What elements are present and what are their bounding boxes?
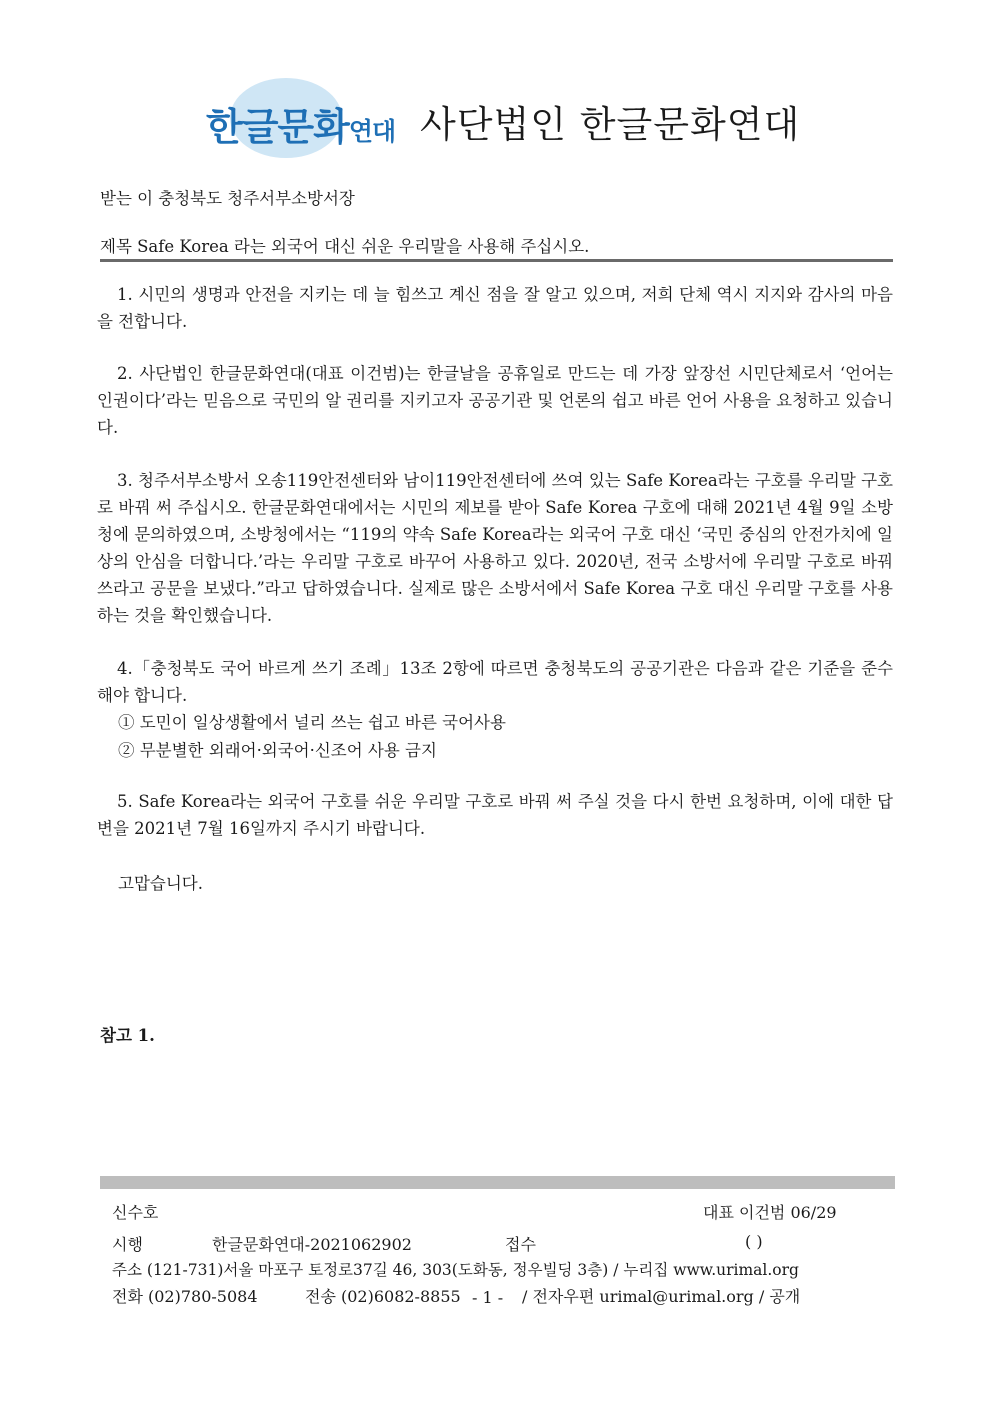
phone-number: 전화 (02)780-5084 — [112, 1287, 258, 1306]
representative-signoff: 대표 이건범 06/29 — [703, 1203, 837, 1222]
logo-text — [206, 96, 395, 151]
list-item-2: ② 무분별한 외래어·외국어·신조어 사용 금지 — [118, 741, 437, 760]
organization-title: 사단법인 한글문화연대 — [420, 103, 801, 146]
logo-text-sub: 연대 — [348, 117, 396, 146]
paragraph-5: 5. Safe Korea라는 외국어 구호를 쉬운 우리말 구호로 바꿔 써 주실 것을 다시 한번 요청하며, 이에 대한 답변을 2021년 7월 16일까지 주시기 바랍니다. — [97, 792, 893, 838]
issue-number: 한글문화연대-2021062902 — [212, 1235, 412, 1254]
sender-name: 신수호 — [112, 1203, 159, 1222]
subject-line: 제목 Safe Korea 라는 외국어 대신 쉬운 우리말을 사용해 주십시오. — [100, 237, 590, 256]
email-line: / 전자우편 urimal@urimal.org / 공개 — [522, 1287, 801, 1306]
address-line: 주소 (121-731)서울 마포구 토정로37길 46, 303(도화동, 정우빌딩 3층) / 누리집 www.urimal.org — [112, 1261, 799, 1279]
paragraph-1: 1. 시민의 생명과 안전을 지키는 데 늘 힘쓰고 계신 점을 잘 알고 있으며, 저희 단체 역시 지지와 감사의 마음을 전합니다. — [97, 285, 893, 331]
logo-text-main: 한글문화 — [206, 105, 349, 149]
receive-field: ( ) — [745, 1232, 763, 1251]
header-divider — [100, 259, 893, 262]
reference-label: 참고 1. — [100, 1026, 155, 1045]
footer-divider — [100, 1176, 895, 1189]
closing-text: 고맙습니다. — [118, 874, 203, 893]
recipient-line: 받는 이 충청북도 청주서부소방서장 — [100, 189, 355, 208]
page-number: - 1 - — [472, 1288, 504, 1307]
paragraph-2: 2. 사단법인 한글문화연대(대표 이건범)는 한글날을 공휴일로 만드는 데 가장 앞장선 시민단체로서 ‘언어는 인권이다’라는 믿음으로 국민의 알 권리를 지키고자 공공기관 및 언론의 쉽고 바른 언어 사용을 요청하고 있습니다. — [97, 364, 893, 437]
paragraph-3: 3. 청주서부소방서 오송119안전센터와 남이119안전센터에 쓰여 있는 Safe Korea라는 구호를 우리말 구호로 바꿔 써 주십시오. 한글문화연대에서는 시민의 제보를 받아 Safe Korea 구호에 대해 2021년 4월 9일 소방청에 문의하였으며, 소방청에서는 “119의 약속 Safe Korea라는 외국어 구호 대신 ‘국민 중심의 안전가치에 일상의 안심을 더합니다.’라는 우리말 구호로 바꾸어 사용하고 있다. 2020년, 전국 소방서에 우리말 구호로 바꿔쓰라고 공문을 보냈다.”라고 답하였습니다. 실제로 많은 소방서에서 Safe Korea 구호 대신 우리말 구호를 사용하는 것을 확인했습니다. — [97, 471, 893, 625]
receive-label: 접수 — [505, 1235, 536, 1254]
fax-number: 전송 (02)6082-8855 — [305, 1287, 461, 1306]
issue-label: 시행 — [112, 1235, 143, 1254]
paragraph-4: 4.「충청북도 국어 바르게 쓰기 조례」13조 2항에 따르면 충청북도의 공공기관은 다음과 같은 기준을 준수해야 합니다. — [97, 659, 893, 705]
logo — [200, 78, 395, 158]
list-item-1: ① 도민이 일상생활에서 널리 쓰는 쉽고 바른 국어사용 — [118, 713, 506, 732]
